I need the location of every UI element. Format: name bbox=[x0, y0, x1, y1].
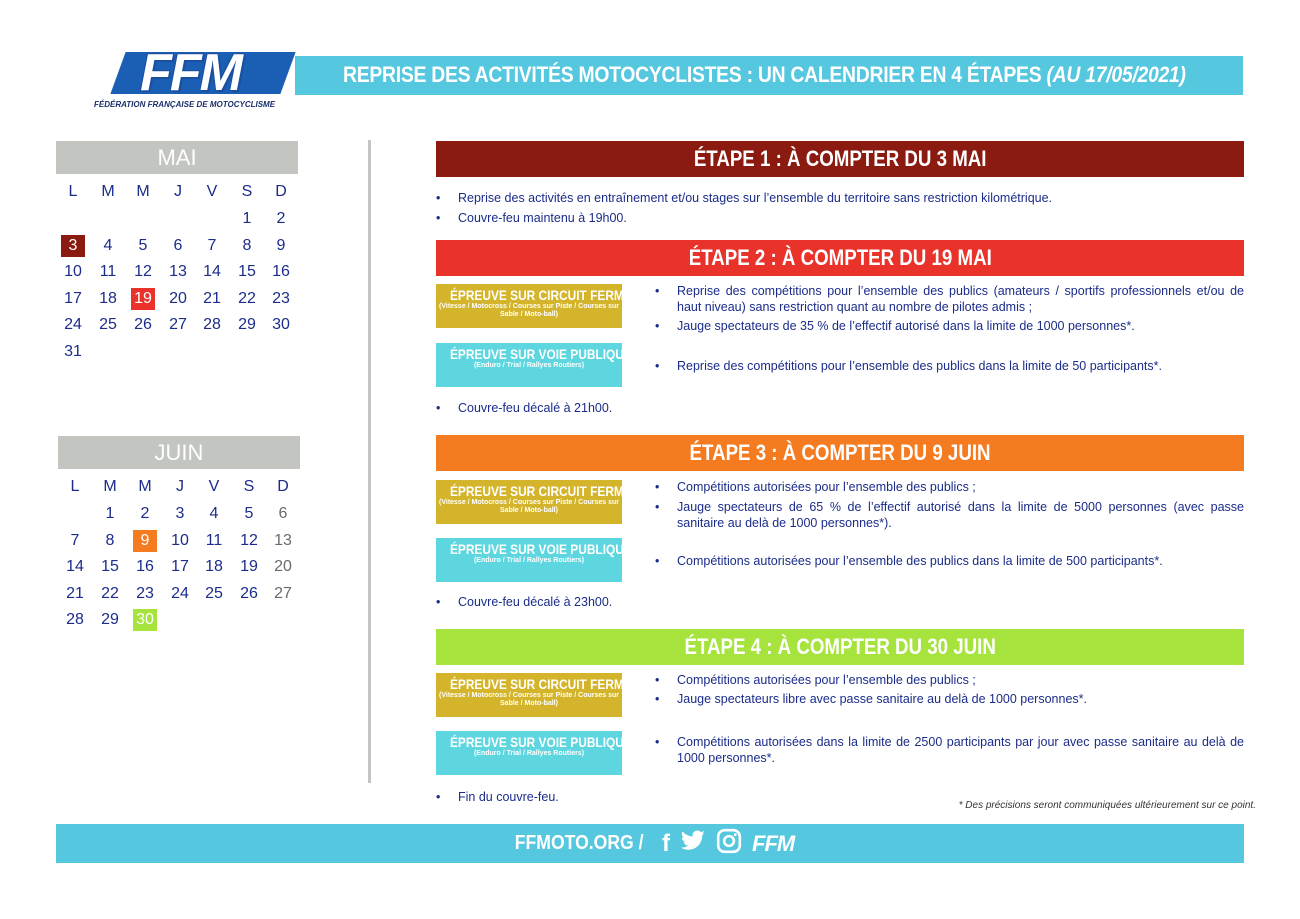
stage1-header bbox=[436, 141, 1244, 177]
calendar-day: 18 bbox=[99, 289, 117, 307]
stage2-closed-bullet-2: • Jauge spectateurs de 35 % de l’effectif autorisé dans la limite de 1000 personnes*. bbox=[655, 319, 1135, 333]
stage2-public-bullet: • Reprise des compétitions pour l’ensemble des publics dans la limite de 50 participants*. bbox=[655, 359, 1162, 373]
weekday-label: V bbox=[206, 183, 218, 200]
calendar-day: 10 bbox=[64, 263, 82, 281]
calendar-day: 13 bbox=[274, 531, 292, 549]
weekday-label: M bbox=[136, 183, 150, 200]
calendar-day: 4 bbox=[103, 236, 113, 254]
twitter-icon[interactable] bbox=[680, 830, 706, 857]
tag-subtitle: (Enduro / Trial / Rallyes Routiers) bbox=[473, 557, 585, 564]
stage3-public-bullet: • Compétitions autorisées pour l’ensemble des publics dans la limite de 500 participants*. bbox=[655, 554, 1163, 568]
stage1-bullet-2: • Couvre-feu maintenu à 19h00. bbox=[436, 211, 627, 225]
bullet-text: Reprise des compétitions pour l’ensemble des publics dans la limite de 50 participants*. bbox=[677, 359, 1162, 373]
stage1-bullet-2-text: Couvre-feu maintenu à 19h00. bbox=[458, 211, 627, 225]
divider bbox=[368, 140, 371, 783]
calendar-day: 26 bbox=[134, 316, 152, 334]
calendar-day: 11 bbox=[205, 531, 223, 549]
weekday-label: L bbox=[70, 478, 80, 495]
weekday-label: S bbox=[243, 478, 255, 495]
calendar-day: 17 bbox=[171, 558, 189, 576]
weekday-label: M bbox=[101, 183, 115, 200]
calendar-day: 29 bbox=[101, 611, 119, 629]
calendar-day: 2 bbox=[276, 210, 286, 227]
calendar-day: 15 bbox=[238, 263, 256, 281]
calendar-day: 1 bbox=[242, 210, 252, 227]
stage4-closed-bullet-1: • Compétitions autorisées pour l’ensemble des publics ; bbox=[655, 673, 976, 687]
calendar-day: 22 bbox=[238, 289, 256, 307]
instagram-icon[interactable] bbox=[716, 828, 742, 859]
stage2-header bbox=[436, 240, 1244, 276]
bullet-text: Fin du couvre-feu. bbox=[458, 790, 559, 804]
stage4-header bbox=[436, 629, 1244, 665]
stage1-title: ÉTAPE 1 : À COMPTER DU 3 MAI bbox=[693, 146, 987, 171]
calendar-day: 21 bbox=[203, 289, 221, 307]
calendar-day: 17 bbox=[64, 289, 82, 307]
calendar-day: 18 bbox=[205, 558, 223, 576]
calendar-may-header: MAI bbox=[56, 141, 298, 174]
calendar-day: 1 bbox=[105, 505, 115, 522]
page-title bbox=[343, 62, 1186, 88]
bullet-text: Jauge spectateurs de 65 % de l’effectif autorisé dans la limite de 5000 personnes (avec passe sanitaire au delà de 1000 personnes*). bbox=[677, 500, 1244, 530]
calendar-may bbox=[56, 183, 316, 383]
bullet-text: Couvre-feu décalé à 21h00. bbox=[458, 401, 613, 415]
calendar-day: 24 bbox=[171, 584, 189, 602]
stage3-curfew: • Couvre-feu décalé à 23h00. bbox=[436, 595, 613, 609]
logo-subtitle: FÉDÉRATION FRANÇAISE DE MOTOCYCLISME bbox=[94, 100, 276, 109]
footer-site-link[interactable]: FFMOTO.ORG / bbox=[514, 832, 644, 854]
calendar-day: 22 bbox=[101, 584, 119, 602]
footnote: * Des précisions seront communiquées ultérieurement sur ce point. bbox=[958, 800, 1256, 811]
stage4-public-tag bbox=[436, 731, 632, 775]
tag-title: ÉPREUVE SUR VOIE PUBLIQUE bbox=[449, 346, 632, 362]
footer-bar bbox=[56, 824, 1244, 863]
tag-subtitle: (Enduro / Trial / Rallyes Routiers) bbox=[473, 362, 585, 369]
calendar-day: 5 bbox=[138, 236, 148, 254]
calendar-day: 27 bbox=[274, 584, 292, 602]
stage3-header bbox=[436, 435, 1244, 471]
calendar-day: 28 bbox=[66, 611, 84, 629]
stage2-curfew: • Couvre-feu décalé à 21h00. bbox=[436, 401, 613, 415]
bullet-text: Reprise des compétitions pour l’ensemble des publics (amateurs / sportifs professionnels et/ou de haut niveau) sans restriction quant au nombre de pilotes admis ; bbox=[677, 284, 1244, 314]
tag-subtitle: (Vitesse / Motocross / Courses sur Piste / Courses sur Sable / Moto-ball) bbox=[439, 692, 619, 707]
calendar-day: 5 bbox=[244, 505, 254, 522]
bullet-text: Compétitions autorisées dans la limite de 2500 participants par jour avec passe sanitaire au delà de 1000 personnes*. bbox=[677, 735, 1244, 765]
stage4-title: ÉTAPE 4 : À COMPTER DU 30 JUIN bbox=[684, 634, 996, 659]
calendar-day: 4 bbox=[209, 505, 219, 522]
weekday-label: L bbox=[68, 183, 78, 200]
weekday-label: J bbox=[176, 478, 184, 495]
calendar-day: 14 bbox=[66, 558, 84, 576]
tag-title: ÉPREUVE SUR CIRCUIT FERMÉ bbox=[449, 483, 632, 499]
bullet-text: Jauge spectateurs de 35 % de l’effectif autorisé dans la limite de 1000 personnes*. bbox=[677, 319, 1135, 333]
calendar-day: 2 bbox=[140, 505, 150, 522]
calendar-day: 20 bbox=[274, 558, 292, 576]
stage4-curfew: • Fin du couvre-feu. bbox=[436, 790, 559, 804]
weekday-label: V bbox=[208, 478, 220, 495]
stage3-closed-bullet-1: • Compétitions autorisées pour l’ensemble des publics ; bbox=[655, 480, 976, 494]
bullet-text: Compétitions autorisées pour l’ensemble des publics dans la limite de 500 participants*. bbox=[677, 554, 1163, 568]
calendar-day: 7 bbox=[70, 531, 80, 549]
calendar-day: 25 bbox=[205, 584, 223, 602]
calendar-day: 30 bbox=[133, 609, 157, 631]
calendar-day: 12 bbox=[134, 263, 152, 281]
calendar-day: 11 bbox=[99, 263, 117, 281]
calendar-day: 27 bbox=[169, 316, 187, 334]
title-main: REPRISE DES ACTIVITÉS MOTOCYCLISTES : UN CALENDRIER EN 4 ÉTAPES bbox=[343, 62, 1042, 87]
stage3-title: ÉTAPE 3 : À COMPTER DU 9 JUIN bbox=[689, 440, 991, 465]
stage4-closed-tag bbox=[436, 673, 632, 717]
calendar-day: 6 bbox=[173, 236, 183, 254]
stage2-closed-bullet-1: • Reprise des compétitions pour l’ensemble des publics (amateurs / sportifs professionnels et/ou de haut niveau) sans restriction quant au nombre de pilotes admis ; bbox=[655, 284, 1244, 314]
calendar-day: 30 bbox=[272, 316, 290, 334]
stage4-closed-bullet-2: • Jauge spectateurs libre avec passe sanitaire au delà de 1000 personnes*. bbox=[655, 692, 1087, 706]
ffm-logo bbox=[88, 44, 293, 114]
calendar-day: 26 bbox=[240, 584, 258, 602]
stage1-bullet-1: • Reprise des activités en entraînement et/ou stages sur l’ensemble du territoire sans restriction kilométrique. bbox=[436, 191, 1053, 205]
weekday-label: J bbox=[174, 183, 182, 200]
stage3-public-tag bbox=[436, 538, 632, 582]
logo-text: FFM bbox=[140, 44, 241, 102]
tag-subtitle: (Enduro / Trial / Rallyes Routiers) bbox=[473, 750, 585, 757]
stage2-title: ÉTAPE 2 : À COMPTER DU 19 MAI bbox=[688, 245, 992, 270]
calendar-day: 14 bbox=[203, 263, 221, 281]
stage3-closed-bullet-2: • Jauge spectateurs de 65 % de l’effectif autorisé dans la limite de 5000 personnes (avec passe sanitaire au delà de 1000 personnes*). bbox=[655, 500, 1244, 530]
calendar-day: 6 bbox=[278, 505, 288, 522]
calendar-day: 13 bbox=[169, 263, 187, 281]
calendar-day: 8 bbox=[105, 531, 115, 549]
calendar-day: 25 bbox=[99, 316, 117, 334]
calendar-day: 9 bbox=[276, 236, 286, 254]
calendar-june-header: JUIN bbox=[58, 436, 300, 469]
calendar-day: 21 bbox=[66, 584, 84, 602]
tag-title: ÉPREUVE SUR CIRCUIT FERMÉ bbox=[449, 287, 632, 303]
tag-subtitle: (Vitesse / Motocross / Courses sur Piste / Courses sur Sable / Moto-ball) bbox=[439, 499, 619, 514]
stage1-bullet-1-text: Reprise des activités en entraînement et/ou stages sur l’ensemble du territoire sans restriction kilométrique. bbox=[458, 191, 1053, 205]
stage2-public-tag bbox=[436, 343, 632, 387]
calendar-day: 3 bbox=[61, 235, 85, 257]
stage4-public-bullet: • Compétitions autorisées dans la limite de 2500 participants par jour avec passe sanitaire au delà de 1000 personnes*. bbox=[655, 735, 1244, 765]
bullet-text: Jauge spectateurs libre avec passe sanitaire au delà de 1000 personnes*. bbox=[677, 692, 1087, 706]
weekday-label: M bbox=[103, 478, 117, 495]
ffm-logo-icon[interactable]: FFM bbox=[752, 830, 795, 856]
calendar-day: 8 bbox=[242, 236, 252, 254]
calendar-day: 15 bbox=[101, 558, 119, 576]
tag-title: ÉPREUVE SUR CIRCUIT FERMÉ bbox=[449, 676, 632, 692]
calendar-day: 19 bbox=[131, 288, 155, 310]
bullet-text: Couvre-feu décalé à 23h00. bbox=[458, 595, 613, 609]
weekday-label: M bbox=[138, 478, 152, 495]
calendar-june bbox=[58, 478, 318, 658]
calendar-day: 23 bbox=[272, 289, 290, 307]
calendar-day: 23 bbox=[136, 584, 154, 602]
calendar-day: 20 bbox=[169, 289, 187, 307]
bullet-text: Compétitions autorisées pour l’ensemble des publics ; bbox=[677, 480, 976, 494]
calendar-day: 3 bbox=[175, 505, 185, 522]
calendar-day: 24 bbox=[64, 316, 82, 334]
tag-title: ÉPREUVE SUR VOIE PUBLIQUE bbox=[449, 541, 632, 557]
title-date: (AU 17/05/2021) bbox=[1046, 62, 1186, 87]
weekday-label: D bbox=[275, 183, 287, 200]
tag-subtitle: (Vitesse / Motocross / Courses sur Piste / Courses sur Sable / Moto-ball) bbox=[439, 303, 619, 318]
calendar-day: 16 bbox=[272, 263, 290, 281]
weekday-label: D bbox=[277, 478, 289, 495]
weekday-label: S bbox=[241, 183, 253, 200]
stage2-closed-tag bbox=[436, 284, 632, 328]
calendar-day: 12 bbox=[240, 531, 258, 549]
calendar-day: 29 bbox=[238, 316, 256, 334]
calendar-day: 10 bbox=[171, 531, 189, 549]
calendar-day: 16 bbox=[136, 558, 154, 576]
calendar-day: 7 bbox=[207, 236, 217, 254]
tag-title: ÉPREUVE SUR VOIE PUBLIQUE bbox=[449, 734, 632, 750]
bullet-text: Compétitions autorisées pour l’ensemble des publics ; bbox=[677, 673, 976, 687]
calendar-day: 31 bbox=[64, 343, 82, 360]
calendar-day: 9 bbox=[133, 530, 157, 552]
calendar-day: 19 bbox=[240, 558, 258, 576]
stage3-closed-tag bbox=[436, 480, 632, 524]
facebook-icon[interactable]: f bbox=[662, 829, 671, 857]
calendar-day: 28 bbox=[203, 316, 221, 334]
